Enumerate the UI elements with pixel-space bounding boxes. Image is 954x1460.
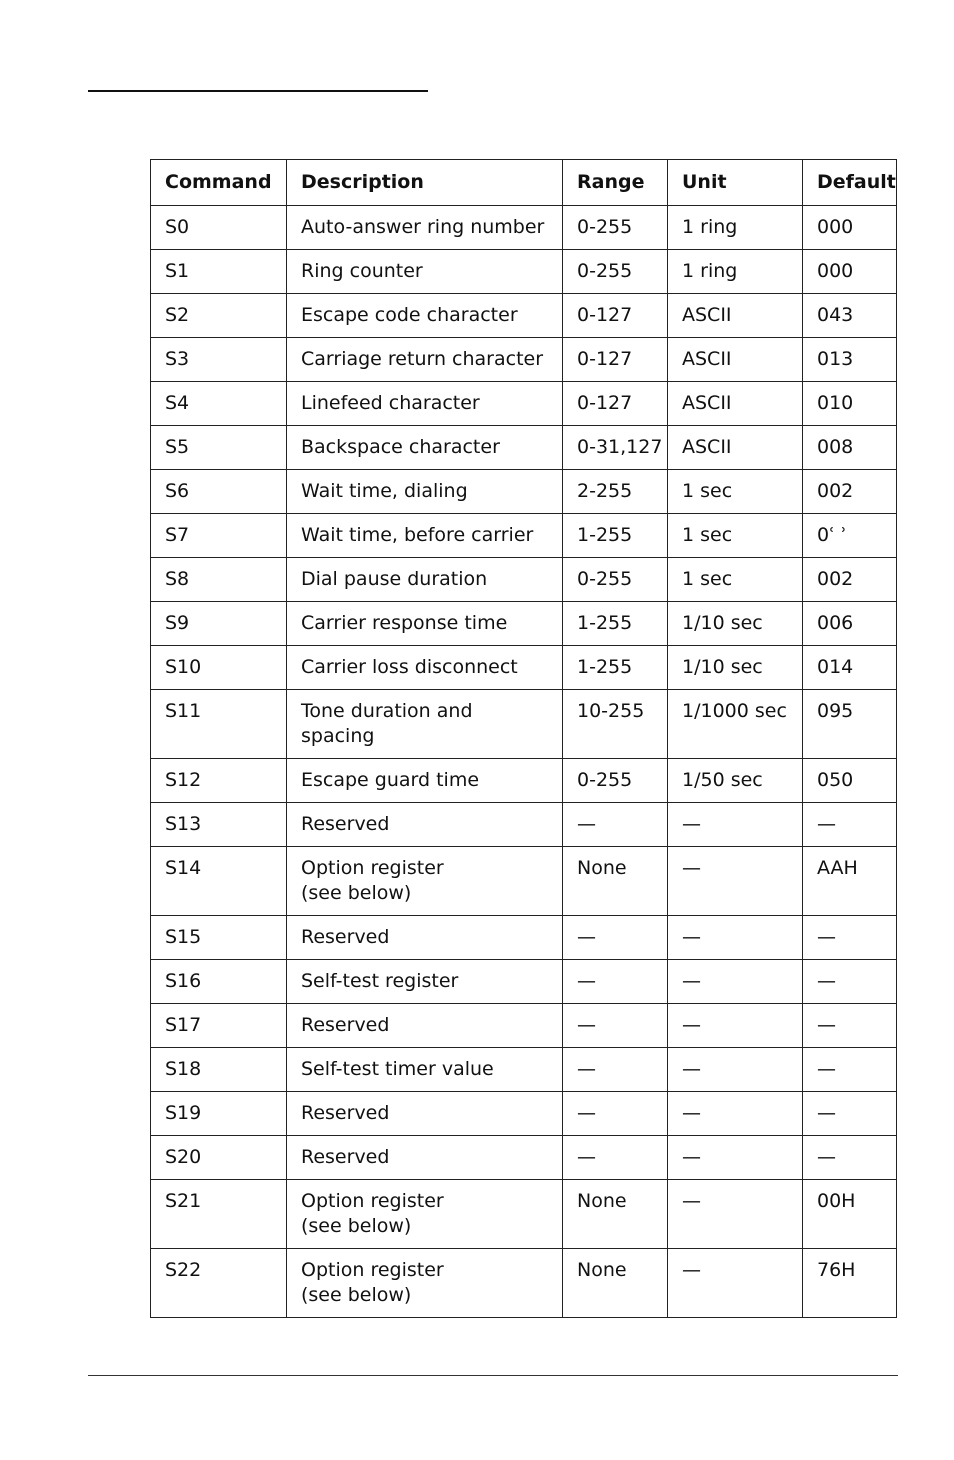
cell-command: S13 <box>151 803 287 847</box>
cell-unit: 1/10 sec <box>668 602 803 646</box>
cell-default: 76H <box>803 1249 897 1318</box>
cell-default: 000 <box>803 250 897 294</box>
cell-description: Reserved <box>287 803 563 847</box>
cell-unit: 1 sec <box>668 470 803 514</box>
cell-default: 050 <box>803 759 897 803</box>
cell-range: — <box>563 1136 668 1180</box>
cell-default: 008 <box>803 426 897 470</box>
table-row <box>151 558 897 602</box>
table-row <box>151 690 897 759</box>
table-row <box>151 759 897 803</box>
table-row <box>151 294 897 338</box>
cell-range: None <box>563 1180 668 1249</box>
cell-description: Escape guard time <box>287 759 563 803</box>
cell-unit: — <box>668 1092 803 1136</box>
cell-command: S4 <box>151 382 287 426</box>
cell-description: Self-test register <box>287 960 563 1004</box>
header-description: Description <box>287 160 563 206</box>
cell-default: 000 <box>803 206 897 250</box>
table-row <box>151 916 897 960</box>
cell-unit: ASCII <box>668 426 803 470</box>
header-default: Default <box>803 160 897 206</box>
table-row <box>151 426 897 470</box>
cell-description: Wait time, dialing <box>287 470 563 514</box>
table-row <box>151 1004 897 1048</box>
table-header-row <box>151 160 897 206</box>
cell-default: — <box>803 1136 897 1180</box>
cell-unit: — <box>668 960 803 1004</box>
cell-description: Escape code character <box>287 294 563 338</box>
s-register-table <box>150 159 897 1318</box>
cell-description: Dial pause duration <box>287 558 563 602</box>
table-row <box>151 602 897 646</box>
cell-unit: — <box>668 1180 803 1249</box>
cell-command: S18 <box>151 1048 287 1092</box>
cell-range: 0-255 <box>563 759 668 803</box>
cell-command: S20 <box>151 1136 287 1180</box>
cell-description: Option register (see below) <box>287 1249 563 1318</box>
cell-range: — <box>563 803 668 847</box>
cell-command: S5 <box>151 426 287 470</box>
cell-default: 043 <box>803 294 897 338</box>
cell-range: — <box>563 1048 668 1092</box>
cell-default: AAH <box>803 847 897 916</box>
cell-description: Reserved <box>287 1092 563 1136</box>
cell-default: 014 <box>803 646 897 690</box>
cell-range: None <box>563 847 668 916</box>
cell-default: — <box>803 1092 897 1136</box>
bottom-rule <box>88 1375 898 1376</box>
cell-description: Option register (see below) <box>287 847 563 916</box>
table-row <box>151 206 897 250</box>
table-row <box>151 1180 897 1249</box>
cell-default: 00H <box>803 1180 897 1249</box>
cell-range: — <box>563 960 668 1004</box>
cell-command: S3 <box>151 338 287 382</box>
cell-unit: — <box>668 1136 803 1180</box>
cell-command: S11 <box>151 690 287 759</box>
cell-description: Auto-answer ring number <box>287 206 563 250</box>
cell-unit: ASCII <box>668 294 803 338</box>
cell-command: S0 <box>151 206 287 250</box>
cell-description: Wait time, before carrier <box>287 514 563 558</box>
cell-command: S6 <box>151 470 287 514</box>
table-row <box>151 338 897 382</box>
cell-description: Carrier loss disconnect <box>287 646 563 690</box>
cell-unit: — <box>668 916 803 960</box>
table-row <box>151 1136 897 1180</box>
cell-description: Reserved <box>287 1136 563 1180</box>
top-rule <box>88 90 428 92</box>
cell-default: 0ʿ ʾ <box>803 514 897 558</box>
cell-range: 1-255 <box>563 514 668 558</box>
cell-range: 2-255 <box>563 470 668 514</box>
cell-command: S17 <box>151 1004 287 1048</box>
table-row <box>151 514 897 558</box>
table-row <box>151 847 897 916</box>
table-row <box>151 250 897 294</box>
cell-description: Option register (see below) <box>287 1180 563 1249</box>
cell-command: S2 <box>151 294 287 338</box>
header-command: Command <box>151 160 287 206</box>
cell-description: Linefeed character <box>287 382 563 426</box>
cell-command: S1 <box>151 250 287 294</box>
cell-default: 002 <box>803 558 897 602</box>
table-row <box>151 960 897 1004</box>
table-row <box>151 803 897 847</box>
cell-command: S15 <box>151 916 287 960</box>
table-row <box>151 470 897 514</box>
cell-command: S14 <box>151 847 287 916</box>
cell-command: S9 <box>151 602 287 646</box>
cell-unit: 1 ring <box>668 250 803 294</box>
cell-unit: — <box>668 1048 803 1092</box>
cell-unit: — <box>668 803 803 847</box>
cell-unit: 1 ring <box>668 206 803 250</box>
cell-default: 095 <box>803 690 897 759</box>
cell-range: 10-255 <box>563 690 668 759</box>
cell-description: Reserved <box>287 916 563 960</box>
table-row <box>151 1249 897 1318</box>
cell-unit: 1 sec <box>668 514 803 558</box>
cell-unit: ASCII <box>668 382 803 426</box>
cell-range: 0-31,127 <box>563 426 668 470</box>
cell-command: S12 <box>151 759 287 803</box>
cell-range: 1-255 <box>563 646 668 690</box>
cell-description: Carriage return character <box>287 338 563 382</box>
cell-default: 006 <box>803 602 897 646</box>
cell-default: — <box>803 1004 897 1048</box>
cell-default: 013 <box>803 338 897 382</box>
cell-range: 0-255 <box>563 206 668 250</box>
cell-range: 0-127 <box>563 338 668 382</box>
table-row <box>151 646 897 690</box>
cell-description: Reserved <box>287 1004 563 1048</box>
cell-range: — <box>563 1092 668 1136</box>
cell-command: S21 <box>151 1180 287 1249</box>
cell-command: S16 <box>151 960 287 1004</box>
cell-unit: ASCII <box>668 338 803 382</box>
cell-unit: — <box>668 1249 803 1318</box>
cell-default: — <box>803 1048 897 1092</box>
cell-range: 0-255 <box>563 558 668 602</box>
cell-range: 1-255 <box>563 602 668 646</box>
cell-range: — <box>563 916 668 960</box>
cell-unit: 1/1000 sec <box>668 690 803 759</box>
cell-default: 002 <box>803 470 897 514</box>
cell-range: 0-255 <box>563 250 668 294</box>
cell-description: Self-test timer value <box>287 1048 563 1092</box>
cell-description: Carrier response time <box>287 602 563 646</box>
cell-default: — <box>803 916 897 960</box>
cell-command: S19 <box>151 1092 287 1136</box>
cell-default: 010 <box>803 382 897 426</box>
cell-default: — <box>803 803 897 847</box>
cell-range: 0-127 <box>563 382 668 426</box>
cell-default: — <box>803 960 897 1004</box>
table-row <box>151 1092 897 1136</box>
table-row <box>151 1048 897 1092</box>
cell-command: S22 <box>151 1249 287 1318</box>
cell-range: — <box>563 1004 668 1048</box>
cell-description: Backspace character <box>287 426 563 470</box>
cell-unit: 1/10 sec <box>668 646 803 690</box>
cell-command: S8 <box>151 558 287 602</box>
cell-description: Tone duration and spacing <box>287 690 563 759</box>
cell-command: S10 <box>151 646 287 690</box>
cell-unit: 1 sec <box>668 558 803 602</box>
cell-unit: 1/50 sec <box>668 759 803 803</box>
header-unit: Unit <box>668 160 803 206</box>
cell-range: None <box>563 1249 668 1318</box>
cell-range: 0-127 <box>563 294 668 338</box>
cell-command: S7 <box>151 514 287 558</box>
header-range: Range <box>563 160 668 206</box>
table-row <box>151 382 897 426</box>
cell-description: Ring counter <box>287 250 563 294</box>
cell-unit: — <box>668 1004 803 1048</box>
cell-unit: — <box>668 847 803 916</box>
